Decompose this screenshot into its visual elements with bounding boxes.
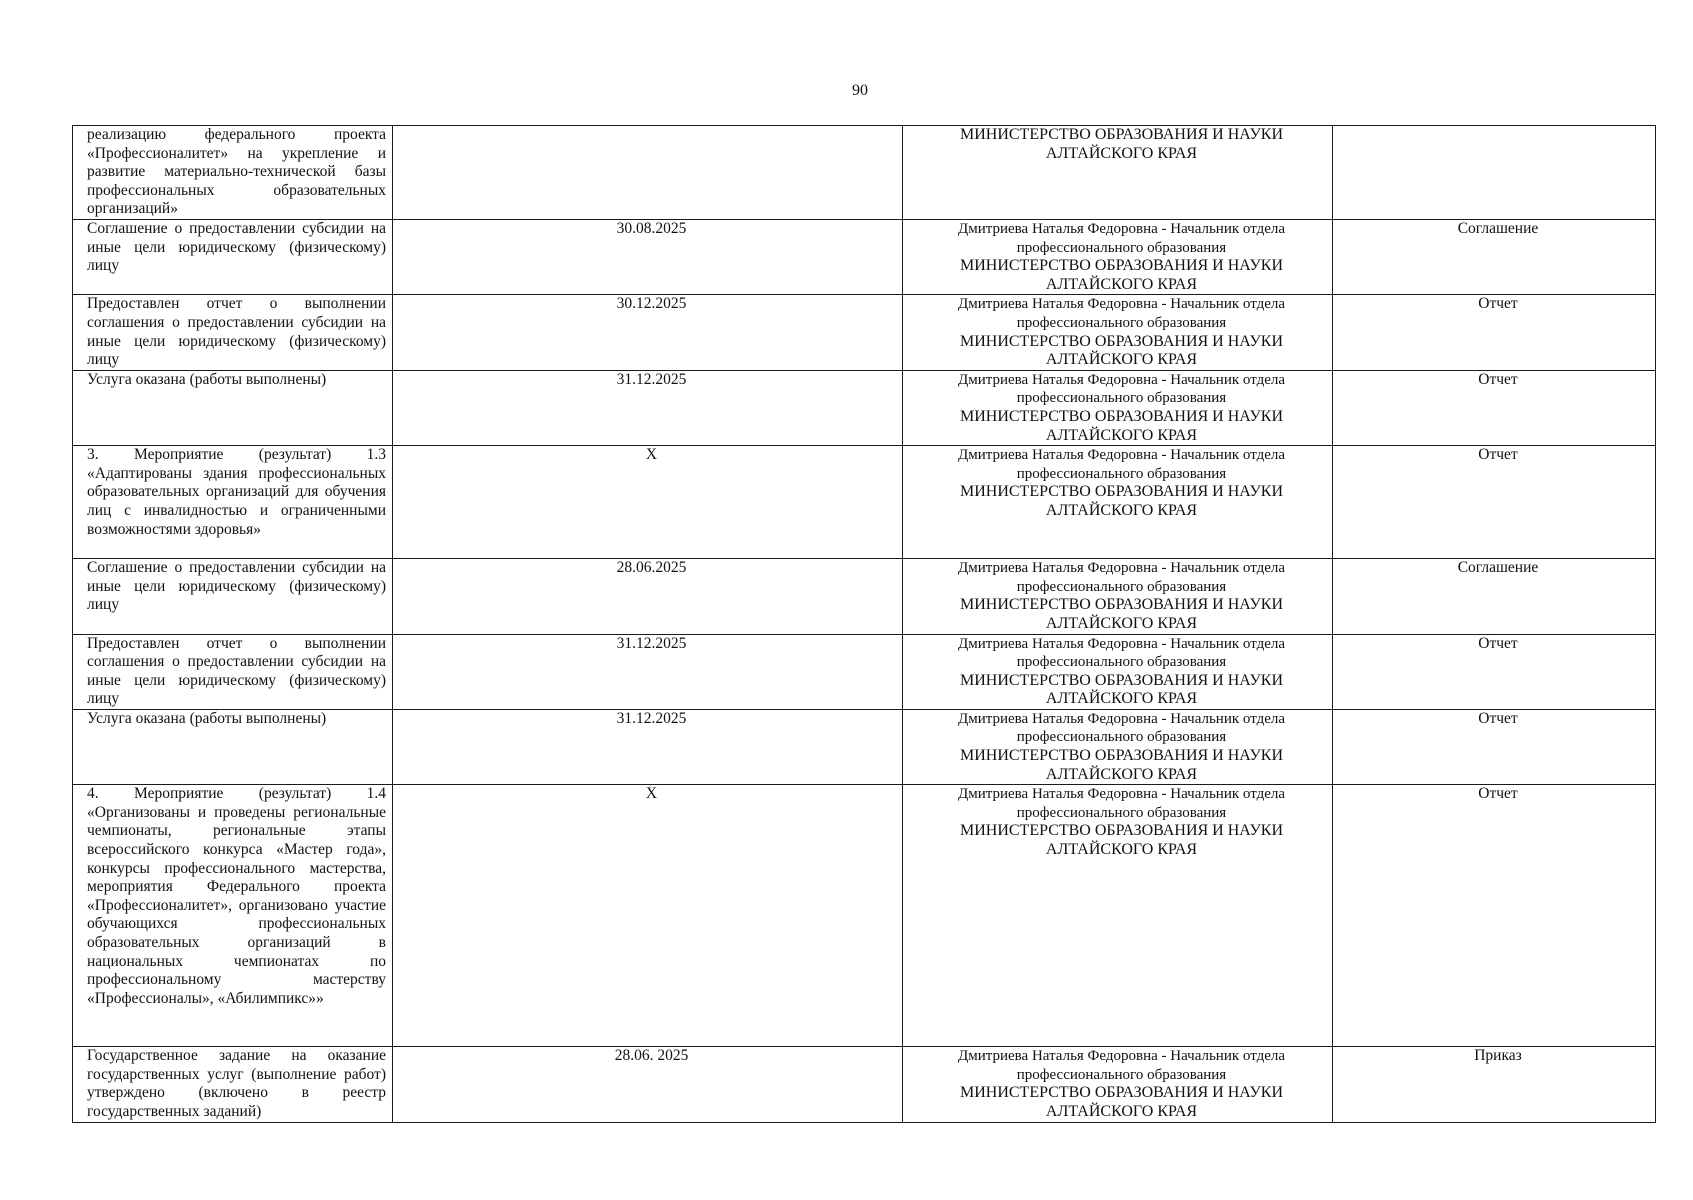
cell-document: Отчет xyxy=(1333,295,1656,370)
responsible-department: профессионального образования xyxy=(1016,729,1227,746)
cell-description: Услуга оказана (работы выполнены) xyxy=(73,709,393,784)
control-points-table xyxy=(72,125,1656,1123)
cell-responsible xyxy=(903,446,1333,559)
responsible-organization: МИНИСТЕРСТВО ОБРАЗОВАНИЯ И НАУКИ АЛТАЙСКОГО КРАЯ xyxy=(959,483,1283,519)
responsible-department: профессионального образования xyxy=(1016,804,1227,821)
cell-responsible xyxy=(903,634,1333,709)
table-row xyxy=(73,634,1656,709)
responsible-department: профессионального образования xyxy=(1016,1066,1227,1083)
cell-responsible xyxy=(903,220,1333,295)
table-row xyxy=(73,370,1656,445)
cell-date: 31.12.2025 xyxy=(393,709,903,784)
cell-document: Приказ xyxy=(1333,1047,1656,1122)
cell-date: 28.06. 2025 xyxy=(393,1047,903,1122)
responsible-department: профессионального образования xyxy=(1016,239,1227,256)
cell-document: Отчет xyxy=(1333,370,1656,445)
cell-document: Отчет xyxy=(1333,785,1656,1047)
cell-date: 31.12.2025 xyxy=(393,634,903,709)
cell-document: Отчет xyxy=(1333,709,1656,784)
responsible-department: профессионального образования xyxy=(1016,390,1227,407)
table-row xyxy=(73,785,1656,1047)
cell-date: X xyxy=(393,785,903,1047)
cell-description: реализацию федерального проекта «Профессионалитет» на укрепление и развитие материально-технической базы профессиональных образовательных организаций» xyxy=(73,126,393,220)
cell-description: 3. Мероприятие (результат) 1.3 «Адаптированы здания профессиональных образовательных организаций для обучения лиц с инвалидностью и ограниченными возможностями здоровья» xyxy=(73,446,393,559)
cell-document xyxy=(1333,126,1656,220)
cell-date xyxy=(393,126,903,220)
cell-description: Соглашение о предоставлении субсидии на иные цели юридическому (физическому) лицу xyxy=(73,559,393,634)
responsible-person: Дмитриева Наталья Федоровна - Начальник отдела xyxy=(957,560,1285,577)
table-row xyxy=(73,295,1656,370)
cell-description: Предоставлен отчет о выполнении соглашения о предоставлении субсидии на иные цели юридическому (физическому) лицу xyxy=(73,634,393,709)
cell-responsible xyxy=(903,295,1333,370)
responsible-organization: МИНИСТЕРСТВО ОБРАЗОВАНИЯ И НАУКИ АЛТАЙСКОГО КРАЯ xyxy=(959,332,1283,369)
responsible-organization: МИНИСТЕРСТВО ОБРАЗОВАНИЯ И НАУКИ АЛТАЙСКОГО КРАЯ xyxy=(959,1084,1283,1121)
responsible-department: профессионального образования xyxy=(1016,578,1227,595)
responsible-organization: МИНИСТЕРСТВО ОБРАЗОВАНИЯ И НАУКИ АЛТАЙСКОГО КРАЯ xyxy=(959,822,1283,859)
cell-responsible xyxy=(903,559,1333,634)
table-row xyxy=(73,559,1656,634)
cell-date: 31.12.2025 xyxy=(393,370,903,445)
cell-description: Государственное задание на оказание государственных услуг (выполнение работ) утверждено (включено в реестр государственных заданий) xyxy=(73,1047,393,1122)
cell-description: Предоставлен отчет о выполнении соглашения о предоставлении субсидии на иные цели юридическому (физическому) лицу xyxy=(73,295,393,370)
cell-responsible xyxy=(903,126,1333,220)
responsible-person: Дмитриева Наталья Федоровна - Начальник отдела xyxy=(957,1048,1285,1065)
responsible-department: профессионального образования xyxy=(1016,654,1227,671)
cell-description: Услуга оказана (работы выполнены) xyxy=(73,370,393,445)
responsible-person: Дмитриева Наталья Федоровна - Начальник отдела xyxy=(957,447,1285,464)
responsible-organization: МИНИСТЕРСТВО ОБРАЗОВАНИЯ И НАУКИ АЛТАЙСКОГО КРАЯ xyxy=(959,671,1283,708)
responsible-department: профессионального образования xyxy=(1016,314,1227,331)
cell-document: Соглашение xyxy=(1333,220,1656,295)
table-row xyxy=(73,709,1656,784)
page-number: 90 xyxy=(852,82,868,99)
responsible-person: Дмитриева Наталья Федоровна - Начальник отдела xyxy=(957,710,1285,727)
responsible-person: Дмитриева Наталья Федоровна - Начальник отдела xyxy=(957,371,1285,388)
cell-document: Отчет xyxy=(1333,446,1656,559)
responsible-organization: МИНИСТЕРСТВО ОБРАЗОВАНИЯ И НАУКИ АЛТАЙСКОГО КРАЯ xyxy=(959,747,1283,783)
cell-date: 30.08.2025 xyxy=(393,220,903,295)
cell-date: 28.06.2025 xyxy=(393,559,903,634)
responsible-organization: МИНИСТЕРСТВО ОБРАЗОВАНИЯ И НАУКИ АЛТАЙСКОГО КРАЯ xyxy=(959,407,1283,444)
cell-document: Отчет xyxy=(1333,634,1656,709)
cell-responsible xyxy=(903,785,1333,1047)
cell-date: X xyxy=(393,446,903,559)
responsible-person: Дмитриева Наталья Федоровна - Начальник отдела xyxy=(957,635,1285,652)
responsible-organization: МИНИСТЕРСТВО ОБРАЗОВАНИЯ И НАУКИ АЛТАЙСКОГО КРАЯ xyxy=(959,596,1283,632)
table-row xyxy=(73,446,1656,559)
responsible-person: Дмитриева Наталья Федоровна - Начальник отдела xyxy=(957,221,1285,237)
cell-date: 30.12.2025 xyxy=(393,295,903,370)
cell-description: Соглашение о предоставлении субсидии на иные цели юридическому (физическому) лицу xyxy=(73,220,393,295)
cell-description: 4. Мероприятие (результат) 1.4 «Организованы и проведены региональные чемпионаты, региональные этапы всероссийского конкурса «Мастер года», конкурсы профессионального мастерства, мероприятия Федерального проекта «Профессионалитет», организовано участие обучающихся профессиональных образовательных организаций в национальных чемпионатах по профессиональному мастерству «Профессионалы», «Абилимпикс»» xyxy=(73,785,393,1047)
responsible-department: профессионального образования xyxy=(1016,465,1227,482)
responsible-person: Дмитриева Наталья Федоровна - Начальник отдела xyxy=(957,296,1285,313)
responsible-organization: МИНИСТЕРСТВО ОБРАЗОВАНИЯ И НАУКИ АЛТАЙСКОГО КРАЯ xyxy=(959,257,1283,293)
responsible-person: Дмитриева Наталья Федоровна - Начальник отдела xyxy=(957,786,1285,803)
table-row xyxy=(73,126,1656,220)
table-row xyxy=(73,220,1656,295)
table-row xyxy=(73,1047,1656,1122)
cell-responsible xyxy=(903,370,1333,445)
cell-responsible xyxy=(903,709,1333,784)
cell-responsible xyxy=(903,1047,1333,1122)
responsible-organization: МИНИСТЕРСТВО ОБРАЗОВАНИЯ И НАУКИ АЛТАЙСКОГО КРАЯ xyxy=(959,126,1283,162)
cell-document: Соглашение xyxy=(1333,559,1656,634)
